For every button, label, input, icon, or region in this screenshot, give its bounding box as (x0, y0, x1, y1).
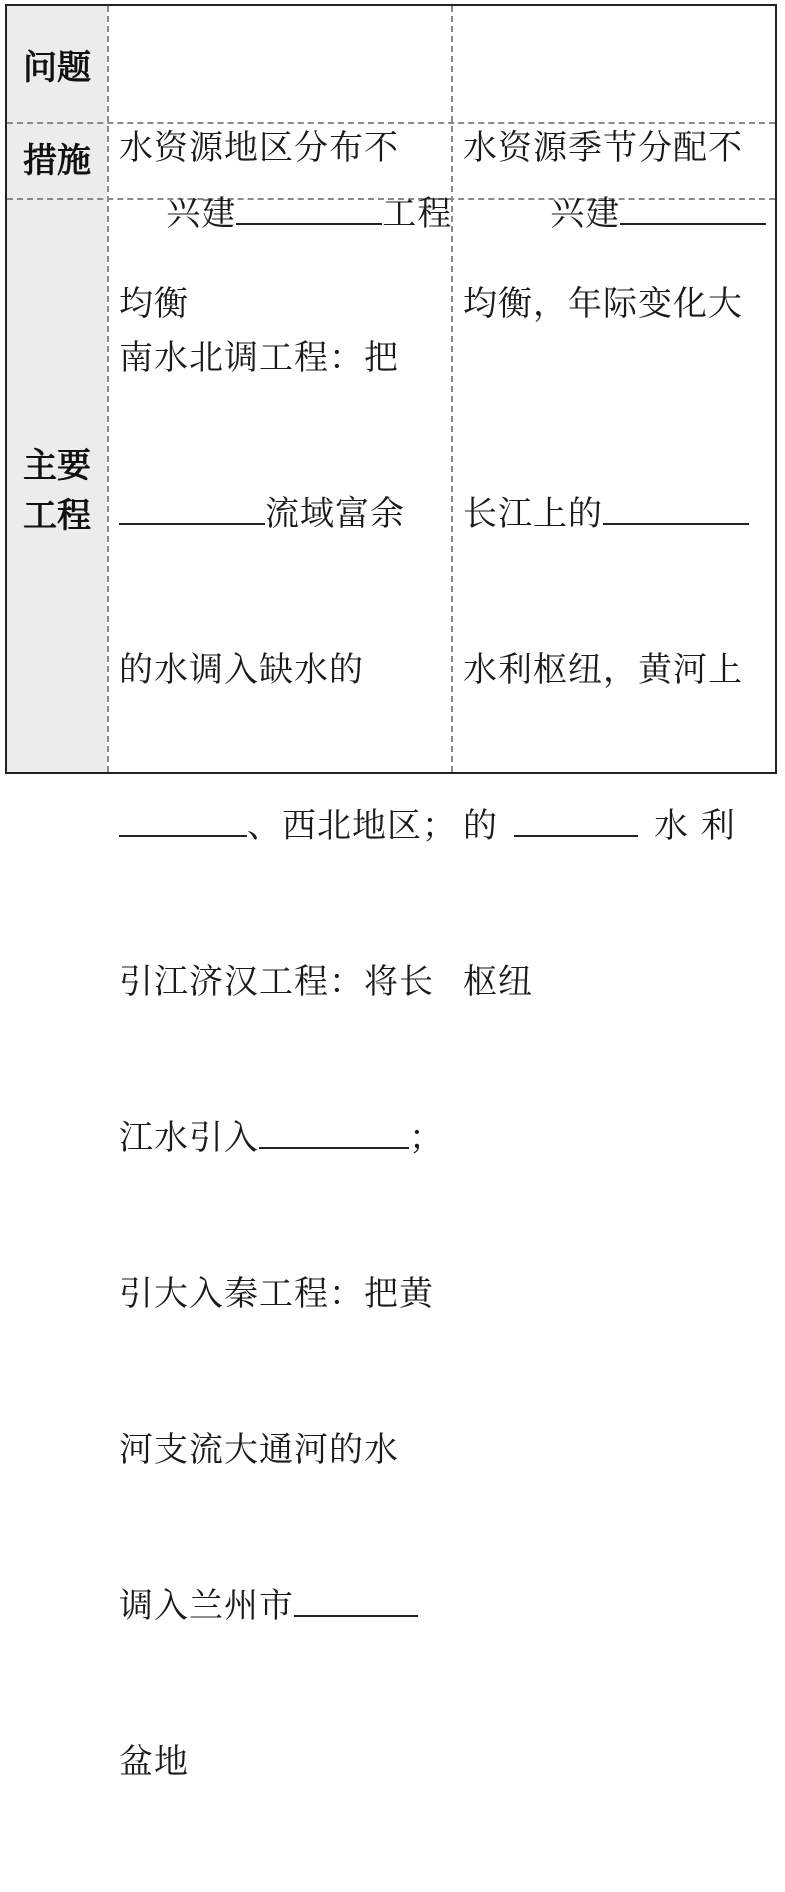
col1-problem-line2: 均衡 (119, 284, 189, 324)
col2-project-line2: 水利枢纽，黄河上 (463, 650, 743, 690)
problem-label: 问题 (23, 48, 91, 88)
fill-blank[interactable] (514, 801, 638, 837)
fill-blank[interactable] (236, 189, 382, 225)
column-divider-1 (107, 6, 109, 772)
measure-label: 措施 (23, 141, 91, 181)
fill-blank[interactable] (119, 801, 247, 837)
water-resources-table (5, 4, 777, 1782)
col1-project-line3: 的水调入缺水的 (119, 650, 364, 690)
fill-blank[interactable] (603, 489, 749, 525)
col1-problem-line1: 水资源地区分布不 (119, 128, 399, 168)
col1-project-line10: 盆地 (119, 1742, 189, 1782)
col1-measure-prefix: 兴建 (166, 194, 237, 234)
fill-blank[interactable] (259, 1113, 409, 1149)
col2-measure (503, 136, 766, 292)
col1-project-line2-text: 流域富余 (265, 494, 405, 534)
col2-project-line1-text: 长江上的 (463, 494, 603, 534)
col1-project-line4-text: 、西北地区； (247, 806, 457, 846)
col1-project-line6-text: 江水引入 (119, 1118, 259, 1158)
col2-project-line4: 枢纽 (463, 962, 533, 1002)
col1-project-line1: 南水北调工程：把 (119, 338, 399, 378)
col1-project-line2 (119, 488, 457, 540)
col1-project-line8: 河支流大通河的水 (119, 1430, 399, 1470)
col2-problem-line1: 水资源季节分配不 (463, 128, 743, 168)
project-label-line2: 工程 (23, 496, 91, 536)
col1-project-line4 (119, 800, 457, 852)
fill-blank[interactable] (620, 189, 766, 225)
col2-measure-prefix: 兴建 (550, 194, 621, 234)
col1-project-line9-text: 调入兰州市 (119, 1586, 294, 1626)
col2-project-line3-end: 水 利 (654, 806, 736, 846)
col2-project-line3-text: 的 (463, 806, 498, 846)
col2-project-line1 (463, 488, 749, 540)
col1-project-line5: 引江济汉工程：将长 (119, 962, 434, 1002)
col1-project-line9 (119, 1580, 457, 1632)
col1-project-line7: 引大入秦工程：把黄 (119, 1274, 434, 1314)
fill-blank[interactable] (294, 1581, 418, 1617)
col1-project-line6 (119, 1112, 457, 1164)
project-label-line1: 主要 (23, 446, 91, 486)
col2-problem-line2: 均衡，年际变化大 (463, 284, 743, 324)
col2-project-line3 (463, 800, 749, 852)
col1-project-line6-end: ； (409, 1118, 444, 1158)
col2-projects (463, 384, 749, 1112)
col1-projects (119, 228, 457, 1892)
fill-blank[interactable] (119, 489, 265, 525)
col1-measure-suffix: 工程 (382, 194, 453, 234)
row-header-column (7, 6, 107, 772)
